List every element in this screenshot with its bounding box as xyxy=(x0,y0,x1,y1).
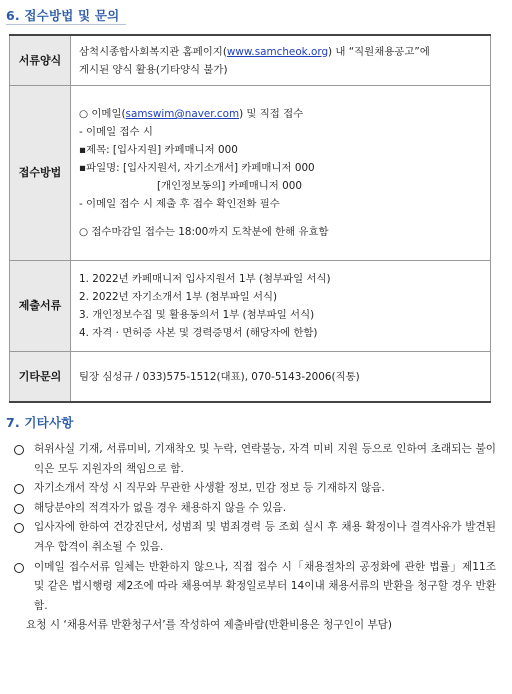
section-6-title-text: 6. 접수방법 및 문의 xyxy=(6,8,120,23)
homepage-link[interactable]: www.samcheok.org xyxy=(226,45,329,58)
row-label-method: 접수방법 xyxy=(10,86,71,261)
circle-bullet-icon xyxy=(14,523,24,533)
title-underline xyxy=(6,24,126,25)
list-item: 해당분야의 적격자가 없을 경우 채용하지 않을 수 있음. xyxy=(14,499,496,519)
section-7-title: 7. 기타사항 xyxy=(6,415,74,430)
method-line: ▪제목: [입사지원] 카페매니저 000 xyxy=(79,144,238,156)
row-body-docs xyxy=(71,35,491,86)
row-label-docs: 서류양식 xyxy=(10,35,71,86)
circle-bullet-icon xyxy=(14,563,24,573)
docs-line-1: 삼척시종합사회복지관 홈페이지(www.samcheok.org) 내 “직원채용공고”에 xyxy=(79,45,430,58)
circle-bullet-icon xyxy=(14,445,24,455)
method-email-line: ○ 이메일(samswim@naver.com) 및 직접 접수 xyxy=(79,108,304,120)
method-confirm-line: - 이메일 접수 시 제출 후 접수 확인전화 필수 xyxy=(79,198,280,210)
submit-item: 1. 2022년 카페매니저 입사지원서 1부 (첨부파일 서식) xyxy=(79,273,331,285)
row-label-contact: 기타문의 xyxy=(10,352,71,403)
row-body-method xyxy=(71,86,491,261)
table-row-contact xyxy=(10,352,491,403)
section-6-title xyxy=(6,6,119,24)
circle-bullet-icon xyxy=(14,484,24,494)
table-row-submit xyxy=(10,261,491,352)
submit-item: 2. 2022년 자기소개서 1부 (첨부파일 서식) xyxy=(79,291,278,303)
submit-item: 3. 개인정보수집 및 활용동의서 1부 (첨부파일 서식) xyxy=(79,309,315,321)
docs-line-2: 게시된 양식 활용(기타양식 불가) xyxy=(79,63,228,76)
list-item: 자기소개서 작성 시 직무와 무관한 사생활 정보, 민감 정보 등 기재하지 않음. xyxy=(14,479,496,499)
row-label-submit: 제출서류 xyxy=(10,261,71,352)
row-body-submit xyxy=(71,261,491,352)
table-row-method xyxy=(10,86,491,261)
list-item: 입사자에 한하여 건강진단서, 성범죄 및 범죄경력 등 조회 실시 후 채용 확정이나 결격사유가 발견된 겨우 합격이 취소될 수 있음. xyxy=(14,518,496,557)
list-item: 허위사실 기재, 서류미비, 기재착오 및 누락, 연락불능, 자격 미비 지원 등으로 인하여 초래되는 불이익은 모두 지원자의 책임으로 함. xyxy=(14,440,496,479)
circle-bullet-icon xyxy=(14,504,24,514)
return-request-note: 요청 시 ‘채용서류 반환청구서’를 작성하여 제출바람(반환비용은 청구인이 부담) xyxy=(26,619,393,632)
spacer xyxy=(79,213,482,223)
method-line-indented: [개인정보동의] 카페매니저 000 xyxy=(157,180,302,192)
contact-text: 팀장 심성규 / 033)575-1512(대표), 070-5143-2006(직통) xyxy=(79,370,360,383)
method-deadline-line: ○ 접수마감일 접수는 18:00까지 도착분에 한해 유효함 xyxy=(79,226,329,238)
email-link[interactable]: samswim@naver.com xyxy=(125,108,240,120)
table-row-docs xyxy=(10,35,491,86)
submit-item: 4. 자격 · 면허증 사본 및 경력증명서 (해당자에 한함) xyxy=(79,327,318,339)
method-line: ▪파일명: [입사지원서, 자기소개서] 카페매니저 000 xyxy=(79,162,315,174)
application-info-table xyxy=(9,34,491,403)
notes-list xyxy=(14,440,496,636)
list-item: 이메일 접수서류 일체는 반환하지 않으나, 직접 접수 시「채용절차의 공정화에 관한 법률」제11조 및 같은 법시행령 제2조에 따라 채용여부 확정일로부터 14이내 채용서류의 반환을 청구할 경우 반환함. xyxy=(14,558,496,617)
method-line: - 이메일 접수 시 xyxy=(79,126,153,138)
row-body-contact xyxy=(71,352,491,403)
